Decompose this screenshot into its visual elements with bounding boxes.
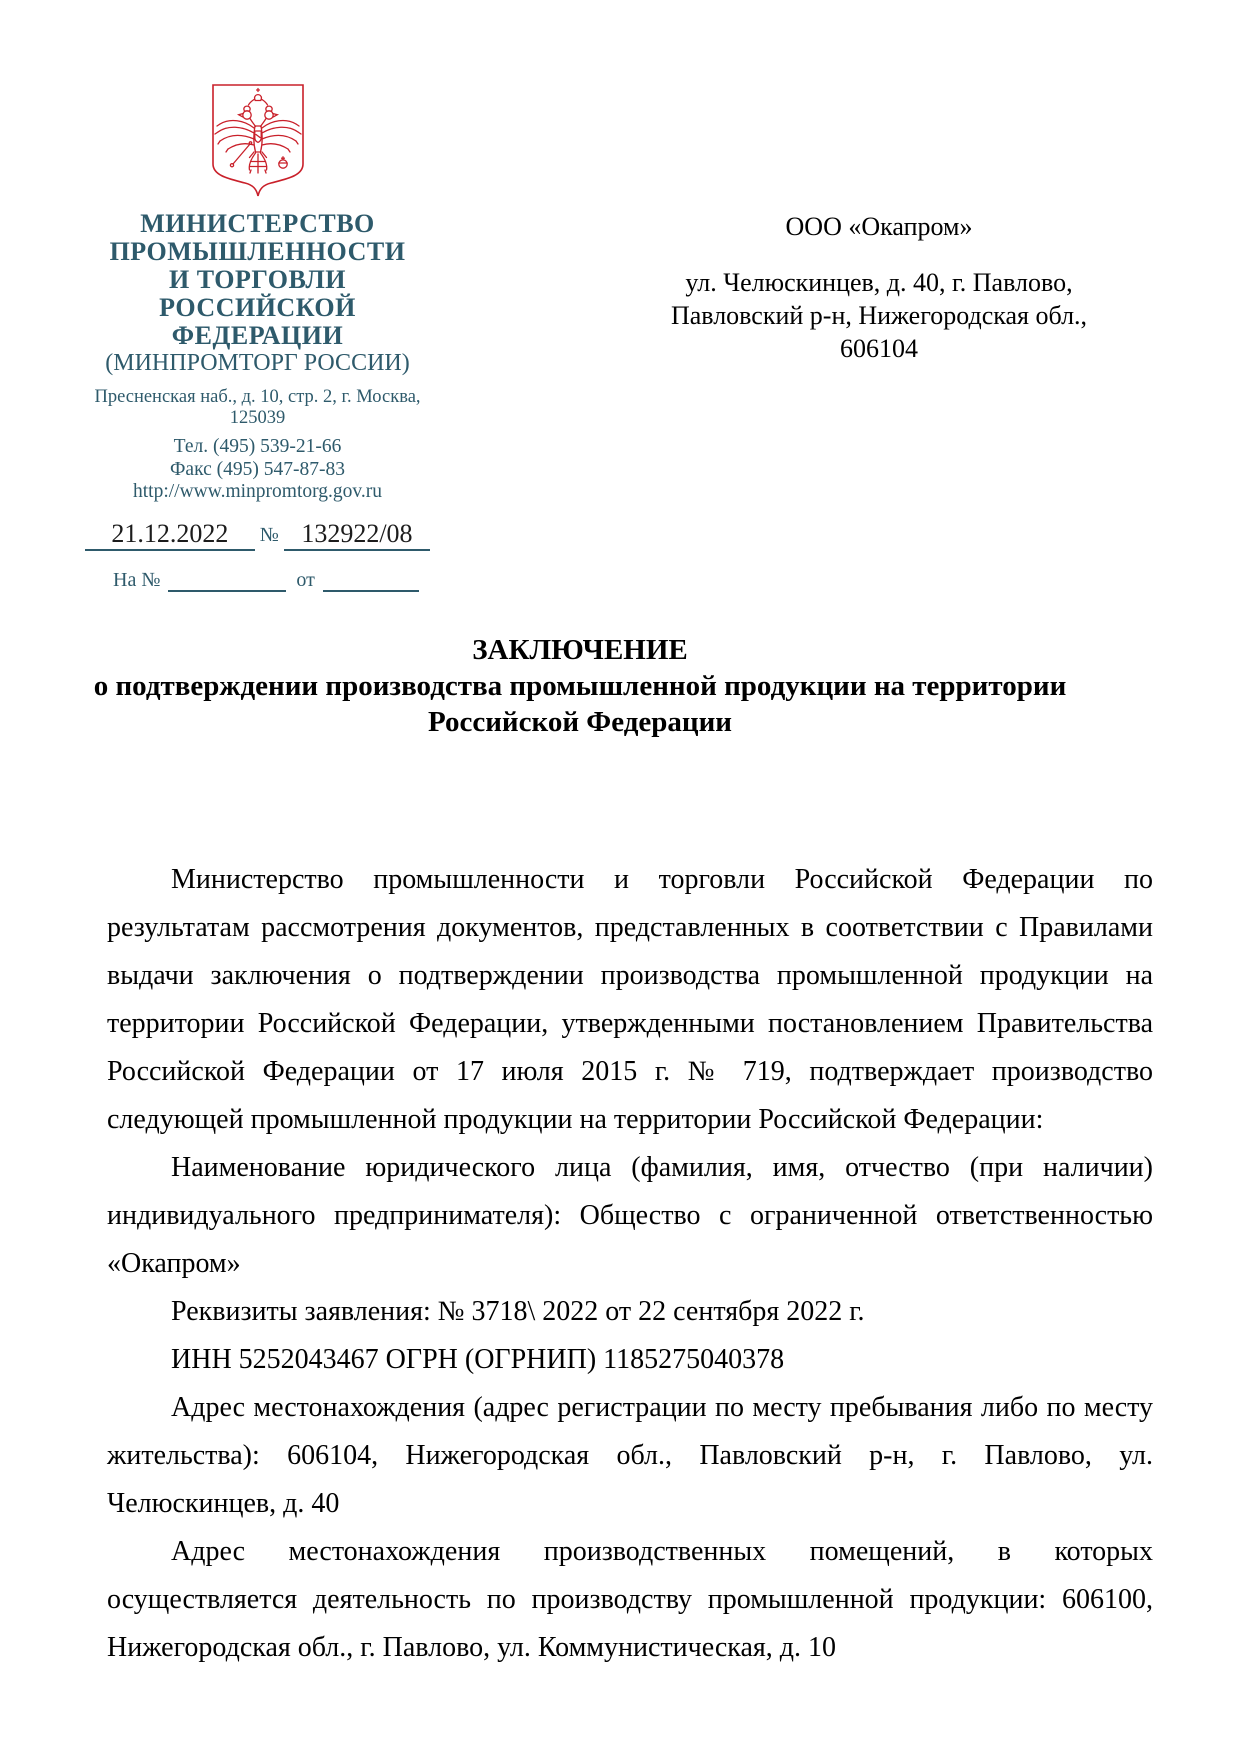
document-title: ЗАКЛЮЧЕНИЕ	[472, 634, 688, 666]
ministry-phone: Тел. (495) 539-21-66	[173, 436, 342, 457]
ministry-letterhead	[85, 82, 430, 592]
coat-of-arms-icon	[210, 82, 306, 200]
paragraph-registration-address: Адрес местонахождения (адрес регистрации по месту пребывания либо по месту жительства): 606104, Нижегородская обл., Павловский р-н, г. Павлово, ул. Челюскинцев, д. 40	[107, 1392, 1153, 1519]
recipient-address-line: 606104	[840, 334, 918, 363]
ministry-name-line: МИНИСТЕРСТВО	[140, 209, 375, 238]
ref-date-blank	[323, 568, 419, 592]
ministry-name-line: ПРОМЫШЛЕННОСТИ	[109, 237, 406, 266]
ref-number-blank	[168, 568, 286, 592]
ministry-name	[85, 210, 430, 350]
paragraph-application-details: Реквизиты заявления: № 3718\ 2022 от 22 сентября 2022 г.	[171, 1296, 865, 1327]
paragraph-intro: Министерство промышленности и торговли Российской Федерации по результатам рассмотрения документов, представленных в соответствии с Правилами выдачи заключения о подтверждении производства промышленной продукции на территории Российской Федерации, утвержденными постановлением Правительства Российской Федерации от 17 июля 2015 г. № 719, подтверждает производство следующей промышленной продукции на территории Российской Федерации:	[107, 864, 1153, 1135]
document-subtitle-line: Российской Федерации	[427, 706, 732, 738]
paragraph-legal-name: Наименование юридического лица (фамилия, имя, отчество (при наличии) индивидуального предпринимателя): Общество с ограниченной ответственностью «Окапром»	[107, 1152, 1153, 1279]
ministry-name-line: И ТОРГОВЛИ	[169, 265, 346, 294]
number-sign: №	[259, 523, 279, 546]
ref-number-label: На №	[113, 568, 161, 591]
ministry-website: http://www.minpromtorg.gov.ru	[133, 481, 382, 502]
document-title-block	[60, 632, 1100, 740]
ref-date-label: от	[296, 568, 315, 591]
recipient-name: ООО «Окапром»	[785, 212, 973, 241]
date-number-row	[85, 519, 430, 551]
recipient-block	[598, 210, 1160, 365]
ministry-address: Пресненская наб., д. 10, стр. 2, г. Москва, 125039	[94, 387, 421, 428]
document-body	[107, 856, 1153, 1672]
ministry-short-name: (МИНПРОМТОРГ РОССИИ)	[105, 350, 410, 376]
ministry-fax: Факс (495) 547-87-83	[170, 458, 345, 480]
ministry-contacts	[85, 436, 430, 504]
document-number: 132922/08	[284, 519, 430, 551]
recipient-address	[598, 266, 1160, 365]
paragraph-inn-ogrn: ИНН 5252043467 ОГРН (ОГРНИП) 1185275040378	[171, 1344, 785, 1375]
document-date: 21.12.2022	[85, 519, 255, 551]
recipient-address-line: Павловский р-н, Нижегородская обл.,	[670, 301, 1088, 330]
ministry-name-line: РОССИЙСКОЙ ФЕДЕРАЦИИ	[159, 293, 356, 350]
reference-row	[85, 568, 430, 592]
paragraph-production-address: Адрес местонахождения производственных помещений, в которых осуществляется деятельность по производству промышленной продукции: 606100, Нижегородская обл., г. Павлово, ул. Коммунистическая, д. 10	[107, 1536, 1153, 1663]
recipient-address-line: ул. Челюскинцев, д. 40, г. Павлово,	[685, 268, 1073, 297]
document-subtitle-line: о подтверждении производства промышленной продукции на территории	[93, 670, 1067, 702]
